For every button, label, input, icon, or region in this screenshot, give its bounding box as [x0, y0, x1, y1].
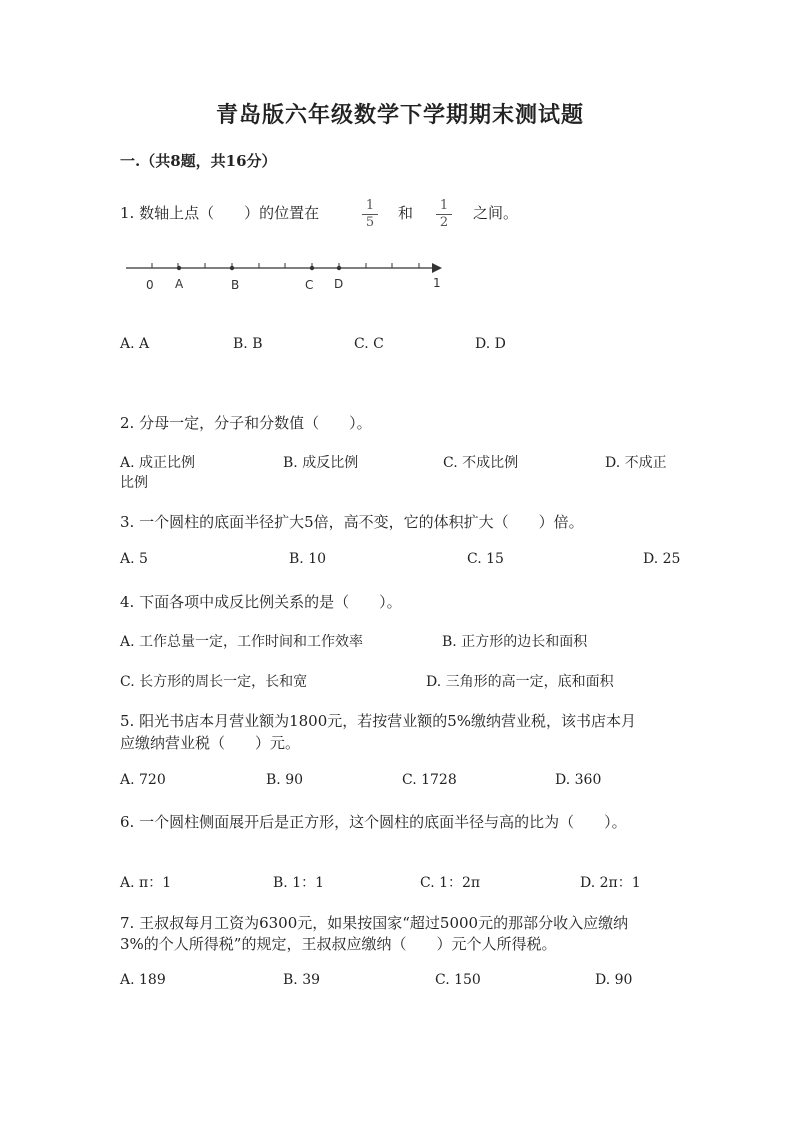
question-4-text: 4. 下面各项中成反比例关系的是（ ）。: [120, 593, 402, 611]
number-line-ticks: [152, 263, 419, 268]
option-d[interactable]: D. 25: [643, 551, 681, 567]
section-heading: 一.（共8题，共16分）: [120, 152, 277, 170]
option-a[interactable]: A. 189: [120, 972, 166, 988]
option-b[interactable]: B. 正方形的边长和面积: [442, 634, 588, 650]
question-7-text-line2: 3%的个人所得税”的规定，王叔叔应缴纳（ ）元个人所得税。: [120, 935, 557, 953]
option-b[interactable]: B. 10: [289, 551, 327, 567]
option-b[interactable]: B. 1：1: [273, 875, 325, 891]
option-c[interactable]: C. 1728: [402, 772, 457, 788]
option-d[interactable]: D. D: [475, 336, 506, 352]
label-one: 1: [433, 276, 441, 290]
question-1-and: 和: [398, 204, 414, 222]
number-line-arrow: [432, 263, 442, 273]
question-1-text-after: 之间。: [473, 204, 519, 222]
option-c[interactable]: C. 长方形的周长一定，长和宽: [120, 674, 308, 690]
option-d-wrap: 比例: [120, 475, 148, 491]
fraction-denominator: 5: [365, 215, 375, 230]
option-a[interactable]: A. 成正比例: [120, 455, 196, 471]
point-a: [177, 266, 181, 270]
point-d: [337, 266, 341, 270]
option-c[interactable]: C. 15: [467, 551, 504, 567]
label-d: D: [334, 277, 344, 291]
option-d[interactable]: D. 不成正: [605, 455, 667, 471]
question-3-text: 3. 一个圆柱的底面半径扩大5倍，高不变，它的体积扩大（ ）倍。: [120, 513, 584, 531]
question-6-text: 6. 一个圆柱侧面展开后是正方形，这个圆柱的底面半径与高的比为（ ）。: [120, 813, 627, 831]
option-a[interactable]: A. π：1: [120, 875, 172, 891]
question-5-text-line2: 应缴纳营业税（ ）元。: [120, 734, 301, 752]
point-c: [310, 266, 314, 270]
option-c[interactable]: C. 不成比例: [443, 455, 519, 471]
fraction-denominator: 2: [439, 215, 449, 230]
fraction-one-half: [436, 198, 452, 231]
question-5-text-line1: 5. 阳光书店本月营业额为1800元，若按营业额的5%缴纳营业税，该书店本月: [120, 712, 637, 730]
option-a[interactable]: A. 工作总量一定，工作时间和工作效率: [120, 634, 364, 650]
option-d[interactable]: D. 360: [555, 772, 602, 788]
label-b: B: [231, 278, 240, 292]
option-d[interactable]: D. 2π：1: [580, 875, 641, 891]
option-c[interactable]: C. 150: [435, 972, 481, 988]
option-b[interactable]: B. 90: [266, 772, 304, 788]
option-a[interactable]: A. 5: [120, 551, 148, 567]
option-b[interactable]: B. B: [233, 336, 263, 352]
option-a[interactable]: A. A: [120, 336, 150, 352]
question-1-text: 1. 数轴上点（ ）的位置在: [120, 204, 320, 222]
label-zero: 0: [146, 278, 154, 292]
option-b[interactable]: B. 成反比例: [283, 455, 359, 471]
option-c[interactable]: C. C: [354, 336, 384, 352]
question-7-text-line1: 7. 王叔叔每月工资为6300元，如果按国家“超过5000元的那部分收入应缴纳: [120, 914, 629, 932]
page-title: 青岛版六年级数学下学期期末测试题: [215, 102, 584, 128]
option-b[interactable]: B. 39: [283, 972, 321, 988]
label-c: C: [305, 278, 314, 292]
option-d[interactable]: D. 三角形的高一定，底和面积: [426, 674, 614, 690]
fraction-one-fifth: [362, 198, 378, 231]
fraction-numerator: 1: [436, 198, 452, 215]
option-d[interactable]: D. 90: [595, 972, 633, 988]
option-c[interactable]: C. 1：2π: [420, 875, 481, 891]
fraction-numerator: 1: [362, 198, 378, 215]
number-line: [120, 255, 450, 300]
option-a[interactable]: A. 720: [120, 772, 166, 788]
label-a: A: [175, 277, 184, 291]
point-b: [230, 266, 234, 270]
question-2-text: 2. 分母一定，分子和分数值（ ）。: [120, 414, 372, 432]
